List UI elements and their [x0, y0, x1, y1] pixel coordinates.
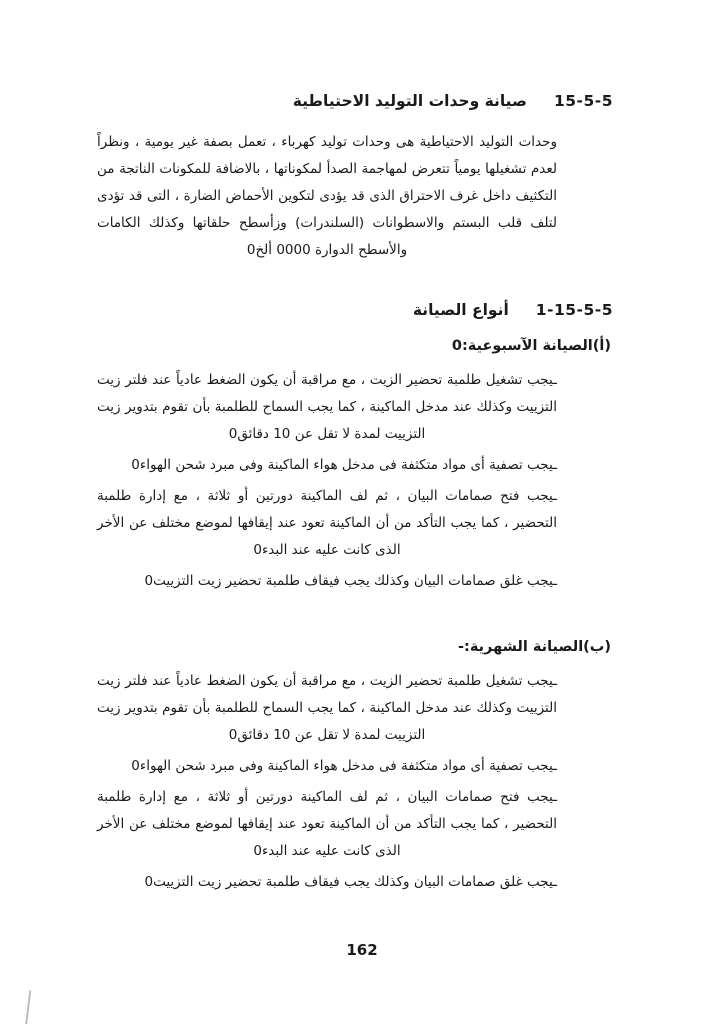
intro-paragraph: وحدات التوليد الاحتياطية هى وحدات توليد كهرباء ، تعمل بصفة غير يومية ، ونظراً لعدم تشغيلها يومياً تتعرض لمهاجمة الصدأ لمكوناتها ، بالاضافة للمكونات الناتجة من التكثيف داخل غرف الاحتراق الذى قد يؤدى لتكوين الأحماض الضارة ، التى قد تؤدى لتلف قلب البستم والاسطوانات (السلندرات) وزأسطح حلقاتها وكذلك الكامات والأسطح الدوارة 0000 ألخ0	[97, 134, 557, 258]
section-heading-types	[95, 301, 613, 319]
section-number: 15-5-5	[553, 92, 613, 110]
list-item: ـيجب تشغيل طلمبة تحضير الزيت ، مع مراقبة أن يكون الضغط عادياً عند فلتر زيت التزييت وكذلك عند مدخل الماكينة ، كما يجب السماح للطلمبة بأن تقوم بتدوير زيت التزييت لمدة لا تقل عن 10 دقائق0	[97, 673, 557, 743]
weekly-maintenance-heading: (أ)الصيانة الآسبوعية:0	[451, 338, 611, 354]
list-item: ـيجب فتح صمامات البيان ، ثم لف الماكينة دورتين أو ثلاثة ، مع إدارة طلمبة التحضير ، كما يجب التأكد من أن الماكينة تعود عند إيقافها لموضع مختلف عن الأخر الذى كانت عليه عند البدء0	[97, 488, 557, 558]
list-item: ـيجب غلق صمامات البيان وكذلك يجب فيقاف طلمبة تحضير زيت التزييت0	[144, 573, 557, 589]
list-item: ـيجب غلق صمامات البيان وكذلك يجب فيقاف طلمبة تحضير زيت التزييت0	[144, 874, 557, 890]
page-number: 162	[346, 941, 378, 959]
monthly-maintenance-list	[95, 668, 613, 896]
scan-artifact-line	[25, 990, 32, 1024]
list-item: ـيجب تشغيل طلمبة تحضير الزيت ، مع مراقبة أن يكون الضغط عادياً عند فلتر زيت التزييت وكذلك عند مدخل الماكينة ، كما يجب السماح للطلمبة بأن تقوم بتدوير زيت التزييت لمدة لا تقل عن 10 دقائق0	[97, 372, 557, 442]
weekly-maintenance-list	[95, 367, 613, 595]
spacer	[95, 267, 613, 301]
section-number: 1-15-5-5	[535, 301, 613, 319]
section-title: صيانة وحدات التوليد الاحتياطية	[292, 92, 527, 110]
spacer	[95, 599, 613, 626]
section-heading-maintenance	[95, 92, 613, 110]
list-item: ـيجب فتح صمامات البيان ، ثم لف الماكينة دورتين أو ثلاثة ، مع إدارة طلمبة التحضير ، كما يجب التأكد من أن الماكينة تعود عند إيقافها لموضع مختلف عن الأخر الذى كانت عليه عند البدء0	[97, 789, 557, 859]
section-title: أنواع الصيانة	[412, 301, 509, 319]
list-item: ـيجب تصفية أى مواد متكثفة فى مدخل هواء الماكينة وفى مبرد شحن الهواء0	[131, 457, 557, 473]
list-item: ـيجب تصفية أى مواد متكثفة فى مدخل هواء الماكينة وفى مبرد شحن الهواء0	[131, 758, 557, 774]
monthly-maintenance-heading: (ب)الصيانة الشهرية:-	[458, 639, 611, 655]
